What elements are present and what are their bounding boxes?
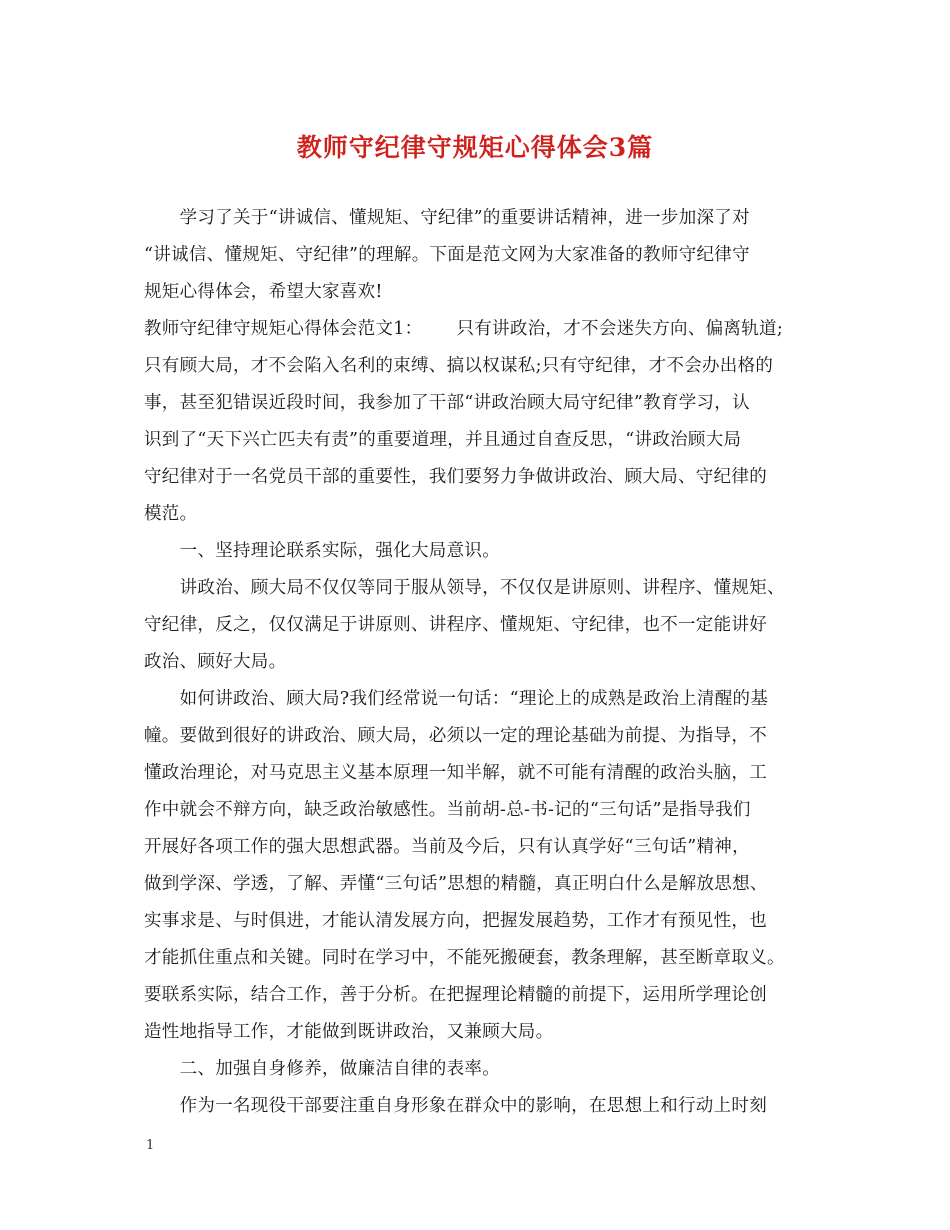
document-title: 教师守纪律守规矩心得体会3篇 bbox=[296, 133, 654, 162]
paragraph-line: 作中就会不辩方向，缺乏政治敏感性。当前胡-总-书-记的“三句话”是指导我们 bbox=[144, 800, 751, 820]
paragraph-line: 如何讲政治、顾大局?我们经常说一句话：“理论上的成熟是政治上清醒的基 bbox=[144, 689, 769, 709]
paragraph-line: 事，甚至犯错误近段时间，我参加了干部“讲政治顾大局守纪律”教育学习，认 bbox=[144, 393, 750, 413]
paragraph-line: 开展好各项工作的强大思想武器。当前及今后，只有认真学好“三句话”精神， bbox=[144, 837, 750, 857]
paragraph-line: 才能抓住重点和关键。同时在学习中，不能死搬硬套，教条理解，甚至断章取义。 bbox=[144, 948, 785, 968]
paragraph-line: 学习了关于“讲诚信、懂规矩、守纪律”的重要讲话精神，进一步加深了对 bbox=[144, 208, 750, 228]
paragraph-line: 作为一名现役干部要注重自身形象在群众中的影响，在思想上和行动上时刻 bbox=[144, 1096, 767, 1116]
paragraph-line: 幢。要做到很好的讲政治、顾大局，必须以一定的理论基础为前提、为指导，不 bbox=[144, 726, 767, 746]
paragraph-line: 守纪律对于一名党员干部的重要性，我们要努力争做讲政治、顾大局、守纪律的 bbox=[144, 467, 767, 487]
page-number: 1 bbox=[146, 1138, 155, 1153]
paragraph-line: 规矩心得体会，希望大家喜欢! bbox=[144, 282, 383, 302]
paragraph-line: 只有顾大局，才不会陷入名利的束缚、搞以权谋私;只有守纪律，才不会办出格的 bbox=[144, 356, 774, 376]
paragraph-line: 造性地指导工作，才能做到既讲政治，又兼顾大局。 bbox=[144, 1022, 554, 1042]
paragraph-line: 识到了“天下兴亡匹夫有责”的重要道理，并且通过自查反思，“讲政治顾大局 bbox=[144, 430, 742, 450]
paragraph-line: 守纪律，反之，仅仅满足于讲原则、讲程序、懂规矩、守纪律，也不一定能讲好 bbox=[144, 615, 767, 635]
paragraph-line: 实事求是、与时俱进，才能认清发展方向，把握发展趋势，工作才有预见性，也 bbox=[144, 911, 767, 931]
paragraph-line: 懂政治理论，对马克思主义基本原理一知半解，就不可能有清醒的政治头脑，工 bbox=[144, 763, 767, 783]
paragraph-line: 要联系实际，结合工作，善于分析。在把握理论精髓的前提下，运用所学理论创 bbox=[144, 985, 767, 1005]
section-heading: 一、坚持理论联系实际，强化大局意识。 bbox=[144, 541, 500, 561]
paragraph-line: “讲诚信、懂规矩、守纪律”的理解。下面是范文网为大家准备的教师守纪律守 bbox=[144, 245, 750, 265]
section-heading-line bbox=[144, 317, 783, 341]
paragraph-line: 讲政治、顾大局不仅仅等同于服从领导，不仅仅是讲原则、讲程序、懂规矩、 bbox=[144, 578, 785, 598]
paragraph-line: 模范。 bbox=[144, 504, 198, 524]
paragraph-line: 政治、顾好大局。 bbox=[144, 652, 287, 672]
paragraph-line: 做到学深、学透，了解、弄懂“三句话”思想的精髓，真正明白什么是解放思想、 bbox=[144, 874, 768, 894]
section-heading: 教师守纪律守规矩心得体会范文1： bbox=[144, 319, 423, 339]
paragraph-text: 只有讲政治，才不会迷失方向、偏离轨道; bbox=[456, 319, 784, 339]
section-heading: 二、加强自身修养，做廉洁自律的表率。 bbox=[144, 1059, 500, 1079]
